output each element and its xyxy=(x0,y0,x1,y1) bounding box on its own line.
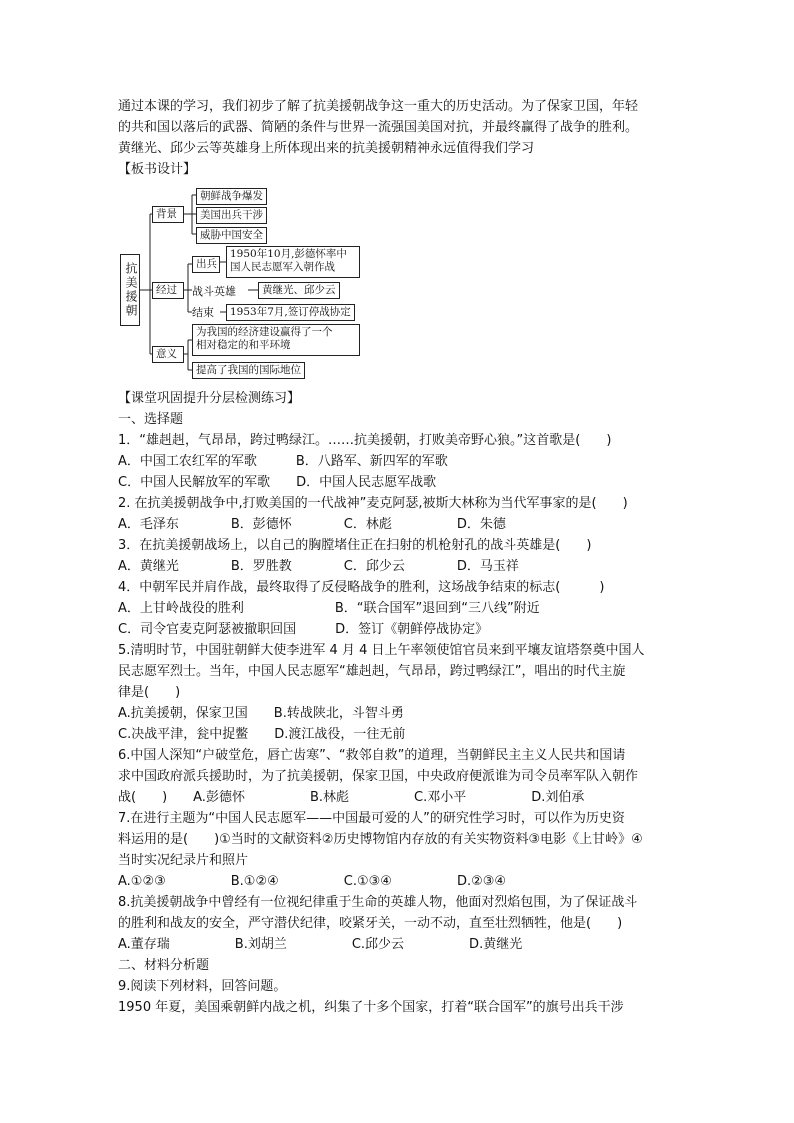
text-line: C．司令官麦克阿瑟被撤职回国 D．签订《朝鲜停战协定》 xyxy=(118,622,489,637)
exercise-section xyxy=(118,388,690,1018)
send-troops-detail xyxy=(226,246,360,278)
text-line: 2. 在抗美援朝战争中,打败美国的一代战神”麦克阿瑟,被斯大林称为当代军事家的是( ) xyxy=(118,496,628,511)
background-item: 朝鲜战争爆发 xyxy=(196,188,267,205)
text-line: A．毛泽东 B．彭德怀 C．林彪 D．朱德 xyxy=(118,517,506,532)
text-line: A．上甘岭战役的胜利 B．“联合国军”退回到“三八线”附近 xyxy=(118,601,540,616)
text-line: 4．中朝军民并肩作战，最终取得了反侵略战争的胜利，这场战争结束的标志( ) xyxy=(118,580,605,595)
text-line: A.①②③ B.①②④ C.①③④ D.②③④ xyxy=(118,874,507,889)
significance-label: 意义 xyxy=(152,346,184,363)
board-design-heading xyxy=(118,159,690,180)
text-line: A．黄继光 B．罗胜教 C．邱少云 D．马玉祥 xyxy=(118,559,519,574)
text-line: 律是( ) xyxy=(118,685,181,700)
background-item: 威胁中国安全 xyxy=(196,227,267,244)
intro-line: 的共和国以落后的武器、简陋的条件与世界一流强国美国对抗，并最终赢得了战争的胜利。 xyxy=(118,120,639,135)
text-line: 5.清明时节，中国驻朝鲜大使李进军 4 月 4 日上午率领使馆官员来到平壤友谊塔祭奠中国人 xyxy=(118,643,645,658)
background-label: 背景 xyxy=(152,206,184,223)
text-line: 求中国政府派兵援助时，为了抗美援朝，保家卫国，中央政府便派谁为司令员率军队入朝作 xyxy=(118,769,639,784)
text-line: 7.在进行主题为“中国人民志愿军——中国最可爱的人”的研究性学习时，可以作为历史资 xyxy=(118,811,625,826)
root-node: 抗美援朝 xyxy=(120,254,140,326)
end-label: 结束 xyxy=(192,306,214,319)
text-line: 8.抗美援朝战争中曾经有一位视纪律重于生命的英雄人物，他面对烈焰包围，为了保证战斗 xyxy=(118,895,638,910)
text-line: C．中国人民解放军的军歌 D．中国人民志愿军战歌 xyxy=(118,475,437,490)
text-line: 料运用的是( )①当时的文献资料②历史博物馆内存放的有关实物资料③电影《上甘岭》④ xyxy=(118,832,643,847)
process-label: 经过 xyxy=(152,282,184,299)
significance-item xyxy=(192,324,360,356)
text-line: 6.中国人深知“户破堂危，唇亡齿寒”、“救邻自救”的道理，当朝鲜民主主义人民共和国请 xyxy=(118,748,626,763)
text-line: 一、选择题 xyxy=(118,412,184,427)
text-line: 民志愿军烈士。当年，中国人民志愿军“雄赳赳，气昂昂，跨过鸭绿江”，唱出的时代主旋 xyxy=(118,664,626,679)
board-design-diagram xyxy=(118,182,378,382)
text-line: A.董存瑞 B.刘胡兰 C.邱少云 D.黄继光 xyxy=(118,937,523,952)
text-line: A．中国工农红军的军歌 B．八路军、新四军的军歌 xyxy=(118,454,448,469)
text-line: 1．“雄赳赳，气昂昂，跨过鸭绿江。……抗美援朝，打败美帝野心狼。”这首歌是( ) xyxy=(118,433,612,448)
end-detail: 1953年7月,签订停战协定 xyxy=(226,304,355,321)
significance-item-line: 为我国的经济建设赢得了一个 xyxy=(196,326,333,338)
intro-paragraph xyxy=(118,96,690,159)
heroes-detail: 黄继光、邱少云 xyxy=(258,282,340,299)
text-line: 当时实况纪录片和照片 xyxy=(118,853,249,868)
text-line: 的胜利和战友的安全，严守潜伏纪律，咬紧牙关，一动不动，直至壮烈牺牲，他是( ) xyxy=(118,916,623,931)
text-line: 二、材料分析题 xyxy=(118,958,210,973)
board-design-title: 【板书设计】 xyxy=(118,162,197,177)
significance-item-line: 相对稳定的和平环境 xyxy=(196,339,291,351)
text-line: 9.阅读下列材料，回答问题。 xyxy=(118,979,287,994)
text-line: 1950 年夏，美国乘朝鲜内战之机，纠集了十多个国家，打着“联合国军”的旗号出兵干涉 xyxy=(118,1000,624,1015)
text-line: C.决战平津，瓮中捉鳖 D.渡江战役，一往无前 xyxy=(118,727,406,742)
significance-item: 提高了我国的国际地位 xyxy=(192,362,305,379)
text-line: 【课堂巩固提升分层检测练习】 xyxy=(118,391,301,406)
heroes-label: 战斗英雄 xyxy=(192,285,236,298)
send-troops-detail-line: 1950年10月,彭德怀率中 xyxy=(230,248,347,260)
text-line: 3．在抗美援朝战场上，以自己的胸膛堵住正在扫射的机枪射孔的战斗英雄是( ) xyxy=(118,538,592,553)
send-troops-label: 出兵 xyxy=(192,256,220,273)
send-troops-detail-line: 国人民志愿军入朝作战 xyxy=(230,261,335,273)
intro-line: 通过本课的学习，我们初步了解了抗美援朝战争这一重大的历史活动。为了保家卫国，年轻 xyxy=(118,99,639,114)
text-line: A.抗美援朝，保家卫国 B.转战陕北，斗智斗勇 xyxy=(118,706,404,721)
background-item: 美国出兵干涉 xyxy=(196,207,267,224)
intro-line: 黄继光、邱少云等英雄身上所体现出来的抗美援朝精神永远值得我们学习 xyxy=(118,141,535,156)
text-line: 战( ) A.彭德怀 B.林彪 C.邓小平 D.刘伯承 xyxy=(118,790,585,805)
